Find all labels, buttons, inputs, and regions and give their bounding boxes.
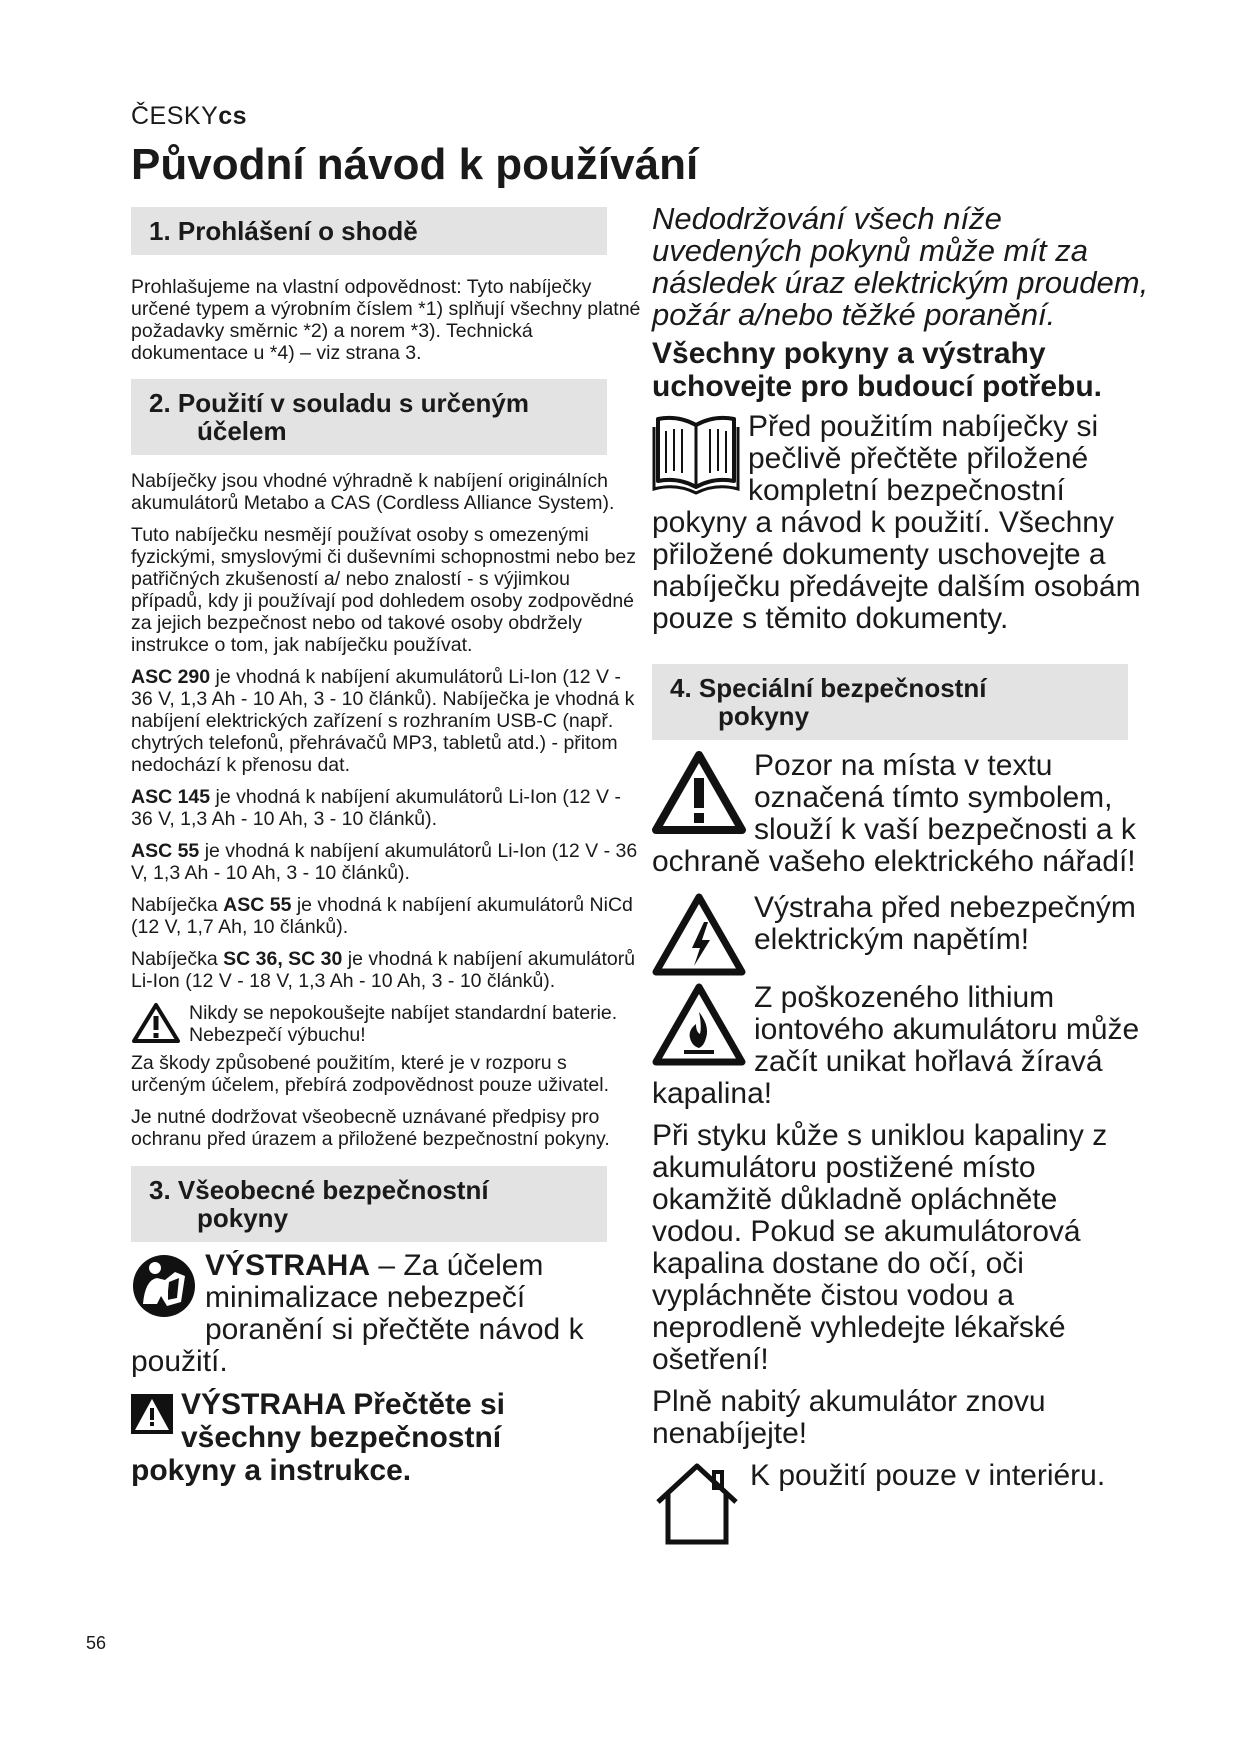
attention-note — [652, 750, 1152, 878]
read-manual-warning — [131, 1250, 641, 1378]
voltage-warning — [652, 892, 1152, 976]
open-book-icon — [652, 411, 740, 495]
page-title: Původní návod k používání — [131, 140, 699, 189]
attention-text: Pozor na místa v textu označená tímto symbolem, slouží k vaší bezpečnosti a k ochraně vašeho elektrického nářadí! — [652, 750, 1136, 878]
warning-triangle-icon — [131, 1002, 181, 1044]
asc290-text: ASC 290 je vhodná k nabíjení akumulátorů Li-Ion (12 V - 36 V, 1,3 Ah - 10 Ah, 3 - 10 článků). Nabíječka je vhodná k nabíjení elektrických zařízení s rozhraním USB-C (např. chytrých telefonů, přehrávačů MP3, tabletů atd.) - přitom nedochází k přenosu dat. — [131, 666, 635, 776]
asc55-text: ASC 55 je vhodná k nabíjení akumulátorů Li-Ion (12 V - 36 V, 1,3 Ah - 10 Ah, 3 - 10 článků). — [131, 840, 638, 884]
battery-warning — [131, 1002, 641, 1046]
page-number: 56 — [86, 1633, 107, 1653]
declaration-text: Prohlašujeme na vlastní odpovědnost: Tyto nabíječky určené typem a výrobním číslem *1) splňují všechny platné požadavky směrnic *2) a norem *3). Technická dokumentace u *4) – viz strana 3. — [131, 276, 641, 364]
consequences-text: Nedodržování všech níže uvedených pokynů může mít za následek úraz elektrickým proudem, požár a/nebo těžké poranění. — [652, 201, 1149, 332]
read-before-use — [652, 411, 1152, 635]
voltage-text: Výstraha před nebezpečným elektrickým napětím! — [754, 892, 1136, 956]
skin-contact-text: Při styku kůže s uniklou kapaliny z akumulátoru postižené místo okamžitě důkladně opláchněte vodou. Pokud se akumulátorová kapalina dostane do očí, oči vypláchněte čistou vodou a neprodleně vyhledejte lékařské ošetření! — [652, 1119, 1108, 1376]
rules-text: Je nutné dodržovat všeobecně uznávané předpisy pro ochranu před úrazem a přiložené bezpečnostní pokyny. — [131, 1106, 610, 1150]
battery-warning-text: Nikdy se nepokoušejte nabíjet standardní baterie. Nebezpečí výbuchu! — [189, 1002, 618, 1046]
intended-use-text: Nabíječky jsou vhodné výhradně k nabíjení originálních akumulátorů Metabo a CAS (Cordless Alliance System). — [131, 470, 615, 514]
indoor-use — [652, 1460, 1152, 1546]
house-icon — [652, 1460, 742, 1546]
high-voltage-icon — [652, 892, 746, 976]
safety-instructions-warning — [131, 1388, 641, 1487]
flammable-icon — [652, 982, 746, 1066]
left-column — [131, 207, 641, 1487]
lithium-text: Z poškozeného lithium iontového akumulátoru může začít unikat hořlavá žíravá kapalina! — [652, 982, 1140, 1110]
warning-triangle-icon — [652, 750, 746, 834]
sc-text: Nabíječka SC 36, SC 30 je vhodná k nabíjení akumulátorů Li-Ion (12 V - 18 V, 1,3 Ah - 10 Ah, 3 - 10 článků). — [131, 948, 636, 992]
warning-box-icon — [131, 1394, 173, 1434]
full-battery-text: Plně nabitý akumulátor znovu nenabíjejte! — [652, 1385, 1046, 1450]
section-heading-1: 1. Prohlášení o shodě — [131, 207, 607, 255]
asc145-text: ASC 145 je vhodná k nabíjení akumulátorů Li-Ion (12 V - 36 V, 1,3 Ah - 10 Ah, 3 - 10 článků). — [131, 786, 621, 830]
warning-2-text: VÝSTRAHA Přečtěte si všechny bezpečnostní pokyny a instrukce. — [131, 1388, 505, 1487]
persons-text: Tuto nabíječku nesmějí používat osoby s omezenými fyzickými, smyslovými či duševními schopnostmi nebo bez patřičných zkušeností a/ nebo znalostí - s výjimkou případů, kdy ji používají pod dohledem osoby zodpovědné za jejich bezpečnost nebo od takové osoby obdržely instrukce o tom, jak nabíječku používat. — [131, 524, 636, 656]
keep-instructions-text: Všechny pokyny a výstrahy uchovejte pro budoucí potřebu. — [652, 337, 1102, 403]
damage-text: Za škody způsobené použitím, které je v rozporu s určeným účelem, přebírá zodpovědnost pouze uživatel. — [131, 1052, 610, 1096]
lithium-warning — [652, 982, 1152, 1110]
indoor-text: K použití pouze v interiéru. — [750, 1460, 1106, 1492]
language-label: ČESKYcs — [131, 102, 248, 130]
section-heading-4: 4. Speciální bezpečnostní pokyny — [652, 664, 1128, 740]
read-before-use-text: Před použitím nabíječky si pečlivě přečtěte přiložené kompletní bezpečnostní pokyny a návod k použití. Všechny přiložené dokumenty uschovejte a nabíječku předávejte dalším osobám pouze s těmito dokumenty. — [652, 411, 1141, 635]
asc55-nicd-text: Nabíječka ASC 55 je vhodná k nabíjení akumulátorů NiCd (12 V, 1,7 Ah, 10 článků). — [131, 894, 633, 938]
section-heading-3: 3. Všeobecné bezpečnostní pokyny — [131, 1166, 607, 1242]
right-column — [652, 203, 1152, 1546]
section-heading-2: 2. Použití v souladu s určeným účelem — [131, 379, 607, 455]
read-manual-icon — [131, 1250, 197, 1320]
warning-1-text: VÝSTRAHA – Za účelem minimalizace nebezpečí poranění si přečtěte návod k použití. — [131, 1250, 584, 1378]
